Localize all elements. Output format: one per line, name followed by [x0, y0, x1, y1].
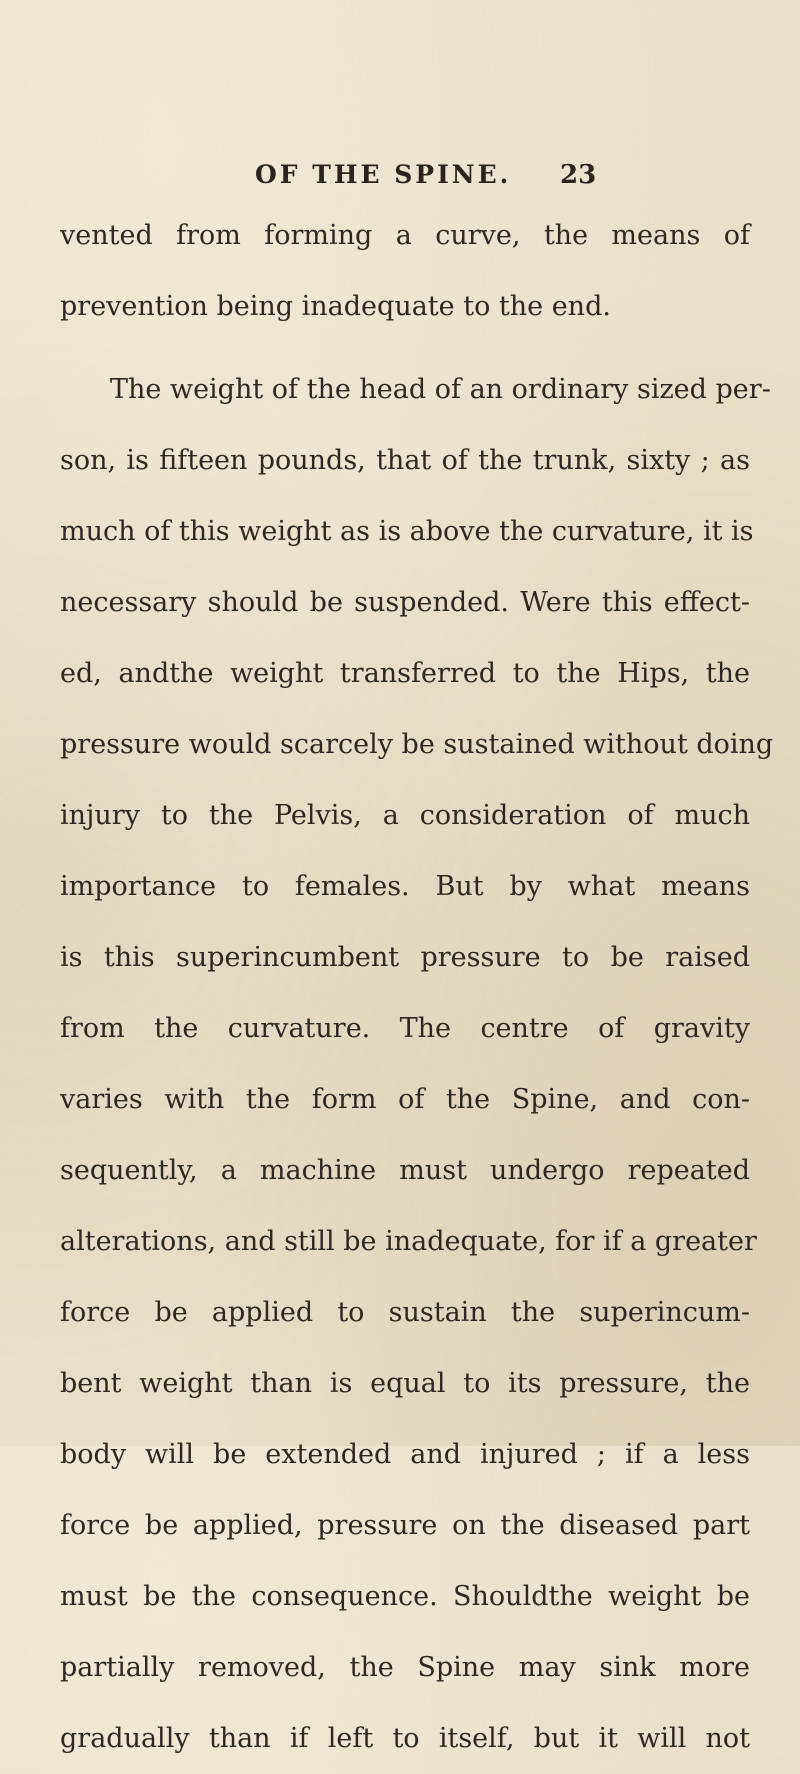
text-line: partially removed, the Spine may sink more	[60, 1652, 750, 1683]
text-line: The weight of the head of an ordinary sized per-	[110, 374, 771, 405]
text-line: varies with the form of the Spine, and con-	[60, 1084, 750, 1115]
text-line: bent weight than is equal to its pressure, the	[60, 1368, 750, 1399]
page-number: 23	[560, 160, 597, 190]
text-line: much of this weight as is above the curvature, it is	[60, 516, 754, 547]
running-head	[0, 160, 800, 200]
text-line: force be applied, pressure on the diseased part	[60, 1510, 750, 1541]
text-line: must be the consequence. Shouldthe weight be	[60, 1581, 750, 1612]
text-line: sequently, a machine must undergo repeated	[60, 1155, 750, 1186]
paragraph-2	[60, 354, 774, 1774]
text-line: from the curvature. The centre of gravity	[60, 1013, 750, 1044]
text-line: importance to females. But by what means	[60, 871, 750, 902]
text-line: prevention being inadequate to the end.	[60, 291, 611, 322]
text-line: vented from forming a curve, the means of	[60, 220, 750, 251]
text-line: gradually than if left to itself, but it will not	[60, 1723, 750, 1754]
text-line: injury to the Pelvis, a consideration of much	[60, 800, 750, 831]
paragraph-1	[60, 200, 750, 342]
text-line: ed, andthe weight transferred to the Hips, the	[60, 658, 750, 689]
text-line: alterations, and still be inadequate, for if a greater	[60, 1226, 757, 1257]
text-line: pressure would scarcely be sustained without doing	[60, 729, 774, 760]
text-line: force be applied to sustain the superincum-	[60, 1297, 750, 1328]
body-text	[60, 200, 774, 1774]
text-line: necessary should be suspended. Were this effect-	[60, 587, 750, 618]
text-line: body will be extended and injured ; if a less	[60, 1439, 750, 1470]
text-line: son, is fifteen pounds, that of the trunk, sixty ; as	[60, 445, 750, 476]
text-line: is this superincumbent pressure to be raised	[60, 942, 750, 973]
running-title: OF THE SPINE.	[255, 160, 512, 189]
